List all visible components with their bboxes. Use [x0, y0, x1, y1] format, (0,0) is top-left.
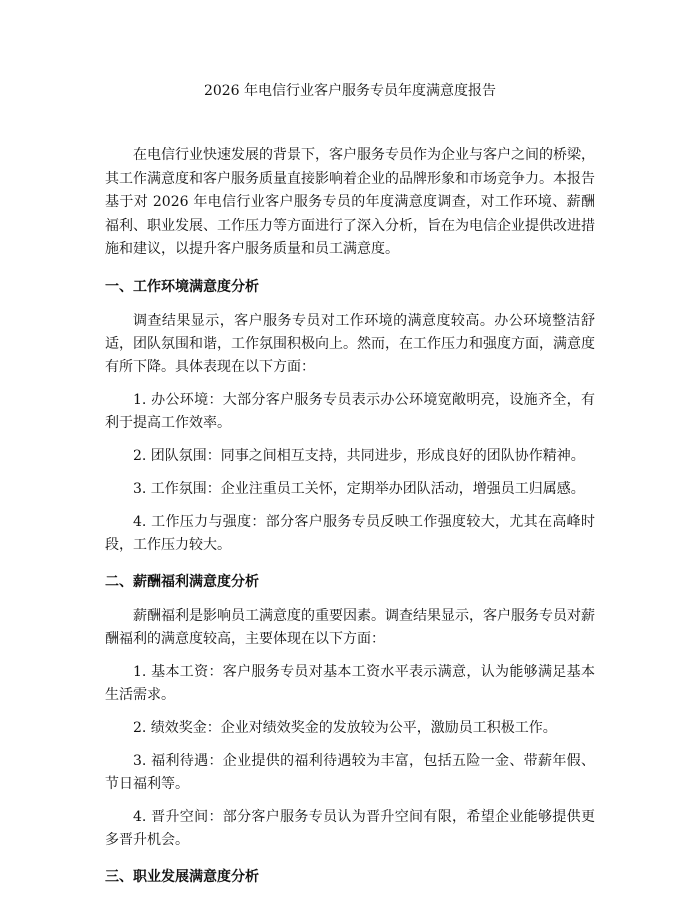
document-title: 2026 年电信行业客户服务专员年度满意度报告 [203, 83, 497, 99]
section-heading-career-development: 三、职业发展满意度分析 [105, 868, 259, 885]
section-paragraph-compensation: 薪酬福利是影响员工满意度的重要因素。调查结果显示，客户服务专员对薪酬福利的满意度较高，主要体现在以下方面： [105, 607, 595, 647]
list-item: 3. 工作氛围：企业注重员工关怀，定期举办团队活动，增强员工归属感。 [133, 480, 585, 497]
list-item: 2. 团队氛围：同事之间相互支持，共同进步，形成良好的团队协作精神。 [133, 447, 585, 464]
list-item: 3. 福利待遇：企业提供的福利待遇较为丰富，包括五险一金、带薪年假、节日福利等。 [105, 752, 595, 792]
list-item: 1. 办公环境：大部分客户服务专员表示办公环境宽敞明亮，设施齐全，有利于提高工作效率。 [105, 391, 595, 431]
section-paragraph-work-environment: 调查结果显示，客户服务专员对工作环境的满意度较高。办公环境整洁舒适，团队氛围和谐，工作氛围积极向上。然而，在工作压力和强度方面，满意度有所下降。具体表现在以下方面： [105, 312, 595, 375]
list-item: 2. 绩效奖金：企业对绩效奖金的发放较为公平，激励员工积极工作。 [133, 719, 557, 736]
list-item: 4. 晋升空间：部分客户服务专员认为晋升空间有限，希望企业能够提供更多晋升机会。 [105, 808, 595, 848]
section-heading-work-environment: 一、工作环境满意度分析 [105, 278, 259, 295]
intro-paragraph: 在电信行业快速发展的背景下，客户服务专员作为企业与客户之间的桥梁，其工作满意度和客户服务质量直接影响着企业的品牌形象和市场竞争力。本报告基于对 2026 年电信行业客户服务专员的年度满意度调查，对工作环境、薪酬福利、职业发展、工作压力等方面进行了深入分析，旨在为电信企业提供改进措施和建议，以提升客户服务质量和员工满意度。 [105, 147, 595, 258]
list-item: 4. 工作压力与强度：部分客户服务专员反映工作强度较大，尤其在高峰时段，工作压力较大。 [105, 513, 595, 553]
list-item: 1. 基本工资：客户服务专员对基本工资水平表示满意，认为能够满足基本生活需求。 [105, 663, 595, 703]
section-heading-compensation: 二、薪酬福利满意度分析 [105, 573, 259, 590]
